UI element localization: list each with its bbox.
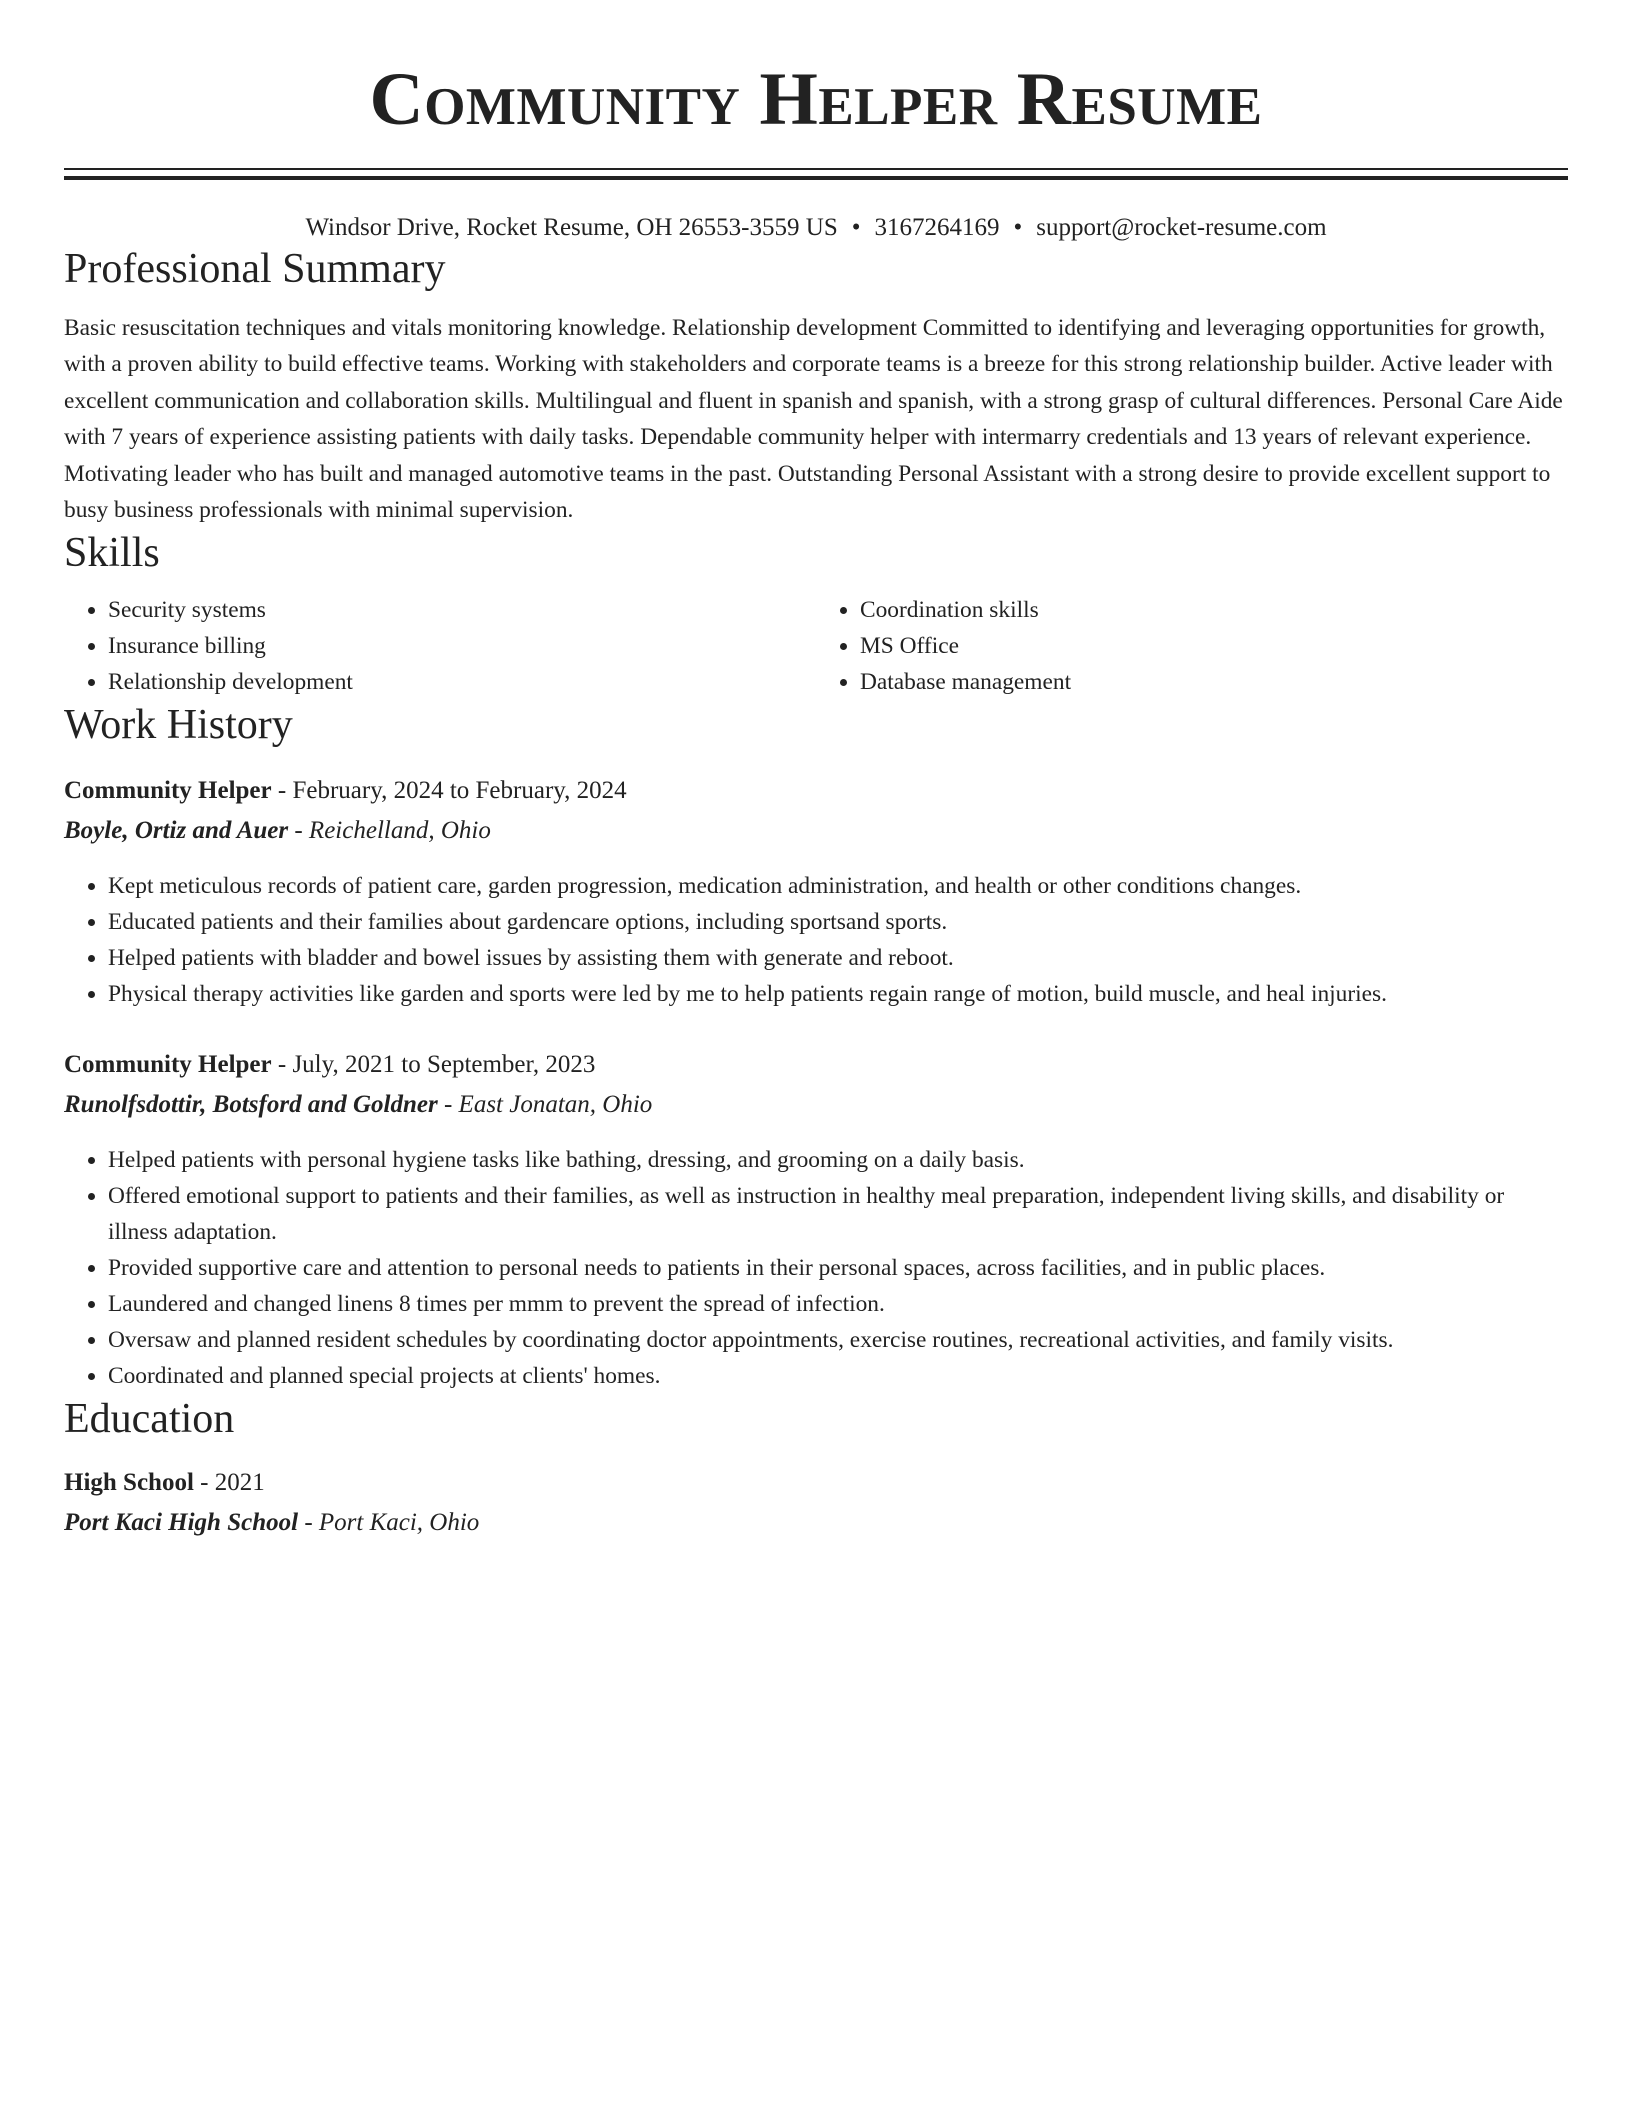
skill-item: • Database management <box>860 664 1568 700</box>
duty-item: • Oversaw and planned resident schedules by coordinating doctor appointments, exercise routines, recreational activities, and family visits. <box>108 1322 1568 1358</box>
duty-item: • Provided supportive care and attention to personal needs to patients in their personal spaces, across facilities, and in public places. <box>108 1250 1568 1286</box>
skill-item: • Relationship development <box>108 664 816 700</box>
skills-column-right <box>816 592 1568 700</box>
section-title-skills: Skills <box>64 530 160 577</box>
job-title: Community Helper <box>64 777 272 805</box>
job-duties <box>64 1142 1568 1394</box>
job-dates: - July, 2021 to September, 2023 <box>271 1051 596 1079</box>
duty-item: • Helped patients with personal hygiene tasks like bathing, dressing, and grooming on a daily basis. <box>108 1142 1568 1178</box>
job-employer-line <box>64 1088 1568 1122</box>
skill-item: • Insurance billing <box>108 628 816 664</box>
job-location: - Reichelland, Ohio <box>288 817 491 845</box>
education-school-line <box>64 1506 1568 1540</box>
job-employer-line <box>64 814 1568 848</box>
contact-separator: • <box>1013 214 1023 241</box>
job-location: - East Jonatan, Ohio <box>437 1091 653 1119</box>
duty-item: • Educated patients and their families about gardencare options, including sportsand sports. <box>108 904 1568 940</box>
duty-item: • Physical therapy activities like garden and sports were led by me to help patients regain range of motion, build muscle, and heal injuries. <box>108 976 1568 1012</box>
education-year: - 2021 <box>193 1469 265 1497</box>
skill-item: • Coordination skills <box>860 592 1568 628</box>
job-duties <box>64 868 1568 1012</box>
job-company: Boyle, Ortiz and Auer <box>64 817 289 845</box>
header-divider <box>64 168 1568 180</box>
resume-name: Community Helper Resume <box>369 58 1263 141</box>
contact-email: support@rocket-resume.com <box>1036 214 1327 241</box>
education-degree: High School <box>64 1469 194 1497</box>
education-heading <box>64 1466 1568 1500</box>
job-heading <box>64 774 1568 808</box>
job-entry <box>64 1048 1568 1394</box>
job-title: Community Helper <box>64 1051 272 1079</box>
duty-item: • Helped patients with bladder and bowel issues by assisting them with generate and reboot. <box>108 940 1568 976</box>
contact-line <box>64 212 1568 244</box>
education-location: - Port Kaci, Ohio <box>298 1509 480 1537</box>
section-title-education: Education <box>64 1396 235 1443</box>
contact-address: Windsor Drive, Rocket Resume, OH 26553-3559 US <box>305 214 838 241</box>
education-school: Port Kaci High School <box>64 1509 299 1537</box>
skills-list <box>64 592 1568 700</box>
duty-item: • Kept meticulous records of patient care, garden progression, medication administration, and health or other conditions changes. <box>108 868 1568 904</box>
contact-separator: • <box>851 214 861 241</box>
section-title-work-history: Work History <box>64 702 293 749</box>
summary-text: Basic resuscitation techniques and vitals monitoring knowledge. Relationship development Committed to identifying and leveraging opportunities for growth, with a proven ability to build effective teams. Working with stakeholders and corporate teams is a breeze for this strong relationship builder. Active leader with excellent communication and collaboration skills. Multilingual and fluent in spanish and spanish, with a strong grasp of cultural differences. Personal Care Aide with 7 years of experience assisting patients with daily tasks. Dependable community helper with intermarry credentials and 13 years of relevant experience. Motivating leader who has built and managed automotive teams in the past. Outstanding Personal Assistant with a strong desire to provide excellent support to busy business professionals with minimal supervision. <box>64 315 1563 524</box>
duty-item: • Laundered and changed linens 8 times per mmm to prevent the spread of infection. <box>108 1286 1568 1322</box>
job-heading <box>64 1048 1568 1082</box>
job-dates: - February, 2024 to February, 2024 <box>271 777 627 805</box>
job-entry <box>64 774 1568 1012</box>
job-company: Runolfsdottir, Botsford and Goldner <box>64 1091 438 1119</box>
skill-item: • Security systems <box>108 592 816 628</box>
section-title-summary: Professional Summary <box>64 246 446 292</box>
contact-phone: 3167264169 <box>874 214 1000 241</box>
skill-item: • MS Office <box>860 628 1568 664</box>
duty-item: • Offered emotional support to patients and their families, as well as instruction in healthy meal preparation, independent living skills, and disability or illness adaptation. <box>108 1178 1568 1250</box>
duty-item: • Coordinated and planned special projects at clients' homes. <box>108 1358 1568 1394</box>
skills-column-left <box>64 592 816 700</box>
